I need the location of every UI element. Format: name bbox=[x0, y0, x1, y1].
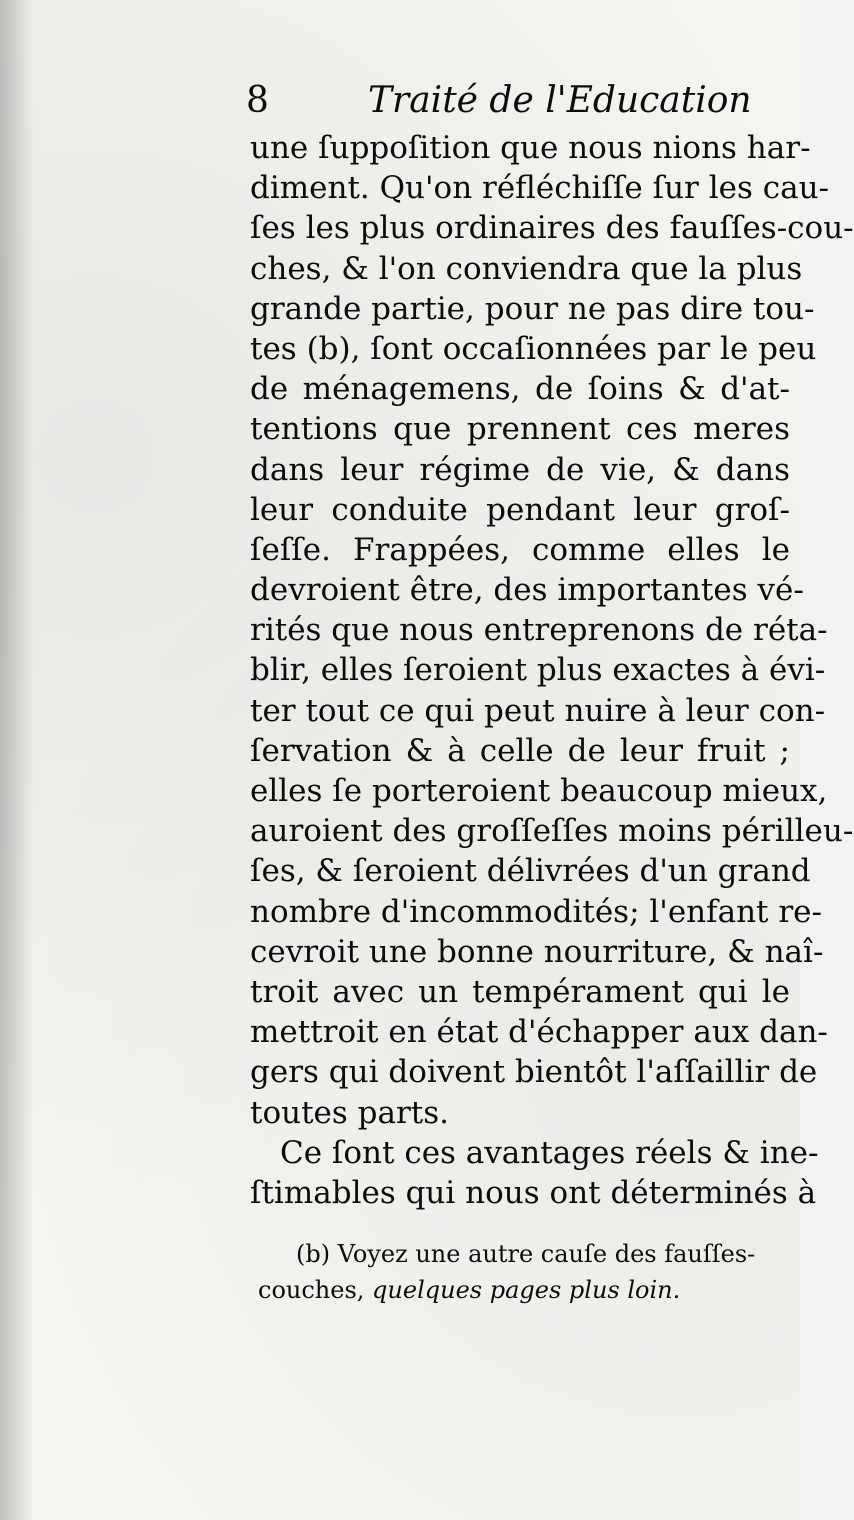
footnote-line-2 bbox=[258, 1272, 790, 1308]
text-line: ches, & l'on conviendra que la plus bbox=[250, 250, 803, 287]
footnote-text: couches, bbox=[258, 1276, 365, 1304]
text-line: nombre d'incommodités; l'enfant re- bbox=[250, 893, 823, 930]
text-line: ſervation & à celle de leur fruit ; bbox=[250, 732, 790, 769]
text-line: troit avec un tempérament qui le bbox=[250, 973, 790, 1010]
text-line: ſes, & ſeroient délivrées d'un grand bbox=[250, 853, 811, 890]
page-binding-shadow bbox=[0, 0, 34, 1520]
text-line: de ménagemens, de ſoins & d'at- bbox=[250, 371, 790, 408]
text-line: auroient des groſſeſſes moins périlleu- bbox=[250, 813, 854, 850]
footnote bbox=[258, 1236, 790, 1308]
text-line: cevroit une bonne nourriture, & naî- bbox=[250, 933, 824, 970]
text-line: rités que nous entreprenons de réta- bbox=[250, 612, 828, 649]
text-line: dans leur régime de vie, & dans bbox=[250, 451, 790, 488]
text-line: ſeſſe. Frappées, comme elles le bbox=[250, 531, 790, 568]
text-line: diment. Qu'on réfléchiſſe ſur les cau- bbox=[250, 170, 830, 207]
text-line: gers qui doivent bientôt l'aſſaillir de bbox=[250, 1054, 818, 1091]
body-text bbox=[250, 128, 854, 1213]
text-line: elles ſe porteroient beaucoup mieux, bbox=[250, 773, 828, 809]
paragraph-start-line: Ce ſont ces avantages réels & ine- bbox=[280, 1134, 819, 1171]
text-line: devroient être, des importantes vé- bbox=[250, 572, 804, 609]
text-line: leur conduite pendant leur groſ- bbox=[250, 491, 790, 528]
footnote-line-1 bbox=[258, 1236, 790, 1272]
text-line: ſes les plus ordinaires des fauſſes-cou- bbox=[250, 210, 854, 247]
paragraph-end-line: toutes parts. bbox=[250, 1094, 450, 1131]
footnote-italic-text: quelques pages plus loin. bbox=[372, 1276, 681, 1304]
text-line: mettroit en état d'échapper aux dan- bbox=[250, 1014, 828, 1051]
text-line: une ſuppoſition que nous nions har- bbox=[250, 130, 811, 166]
text-line: tes (b), ſont occaſionnées par le peu bbox=[250, 330, 817, 367]
running-head bbox=[246, 80, 752, 126]
text-line: ſtimables qui nous ont déterminés à bbox=[250, 1174, 817, 1211]
footnote-label: (b) bbox=[296, 1240, 331, 1268]
footnote-text: Voyez une autre cauſe des fauſſes- bbox=[337, 1240, 756, 1268]
text-line: blir, elles ſeroient plus exactes à évi- bbox=[250, 652, 826, 689]
text-line: ter tout ce qui peut nuire à leur con- bbox=[250, 692, 826, 729]
running-title: Traité de l'Education bbox=[368, 80, 752, 121]
text-line: tentions que prennent ces meres bbox=[250, 411, 790, 448]
text-line: grande partie, pour ne pas dire tou- bbox=[250, 290, 815, 327]
page-number: 8 bbox=[246, 80, 269, 121]
